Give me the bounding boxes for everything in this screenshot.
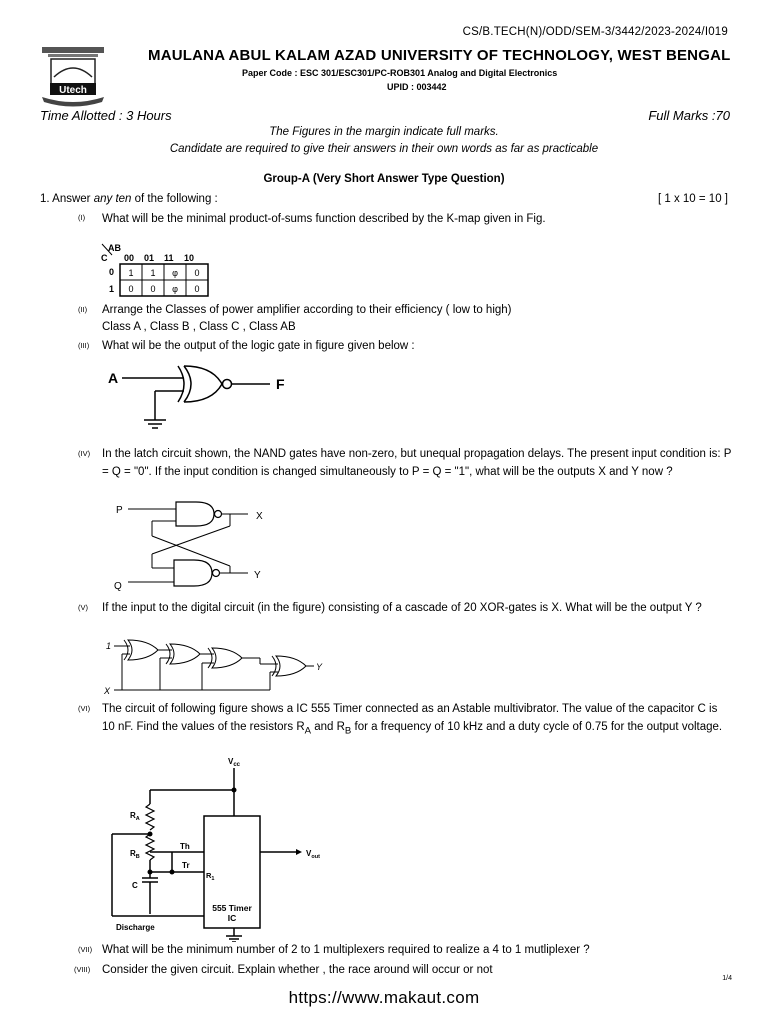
r1-label: $R_1$: [206, 871, 215, 882]
latch-x-label: X: [256, 511, 263, 522]
paper-reference-code: CS/B.TECH(N)/ODD/SEM-3/3442/2023-2024/I019: [462, 26, 728, 38]
page-number: 1/4: [722, 975, 732, 982]
upid: UPID : 003442: [387, 82, 447, 92]
item-number: (II): [78, 305, 88, 314]
university-logo: [40, 45, 106, 107]
item-text: What will be the minimum number of 2 to 1 multiplexers required to realize a 4 to 1 mutliplexer ?: [102, 944, 590, 956]
nand-latch-figure: [110, 498, 280, 594]
item-number: (VIII): [74, 965, 91, 974]
kmap-cell: 1: [150, 268, 156, 278]
item-text-part: and R: [311, 721, 345, 733]
kmap-cell: 1: [128, 268, 134, 278]
th-label: Th: [180, 842, 190, 851]
question-prefix: 1. Answer: [40, 193, 94, 205]
subscript-a: A: [304, 725, 312, 737]
item-text: What will be the minimal product-of-sums function described by the K-map given in Fig.: [102, 213, 546, 225]
question-1-marks: [ 1 x 10 = 10 ]: [657, 193, 728, 205]
rb-label: $R_B$: [130, 849, 140, 860]
instruction-line-1: The Figures in the margin indicate full marks.: [269, 126, 499, 138]
vout-label: $V_{out}$: [306, 849, 320, 860]
item-text: [102, 700, 732, 740]
kmap-col-header: 01: [144, 253, 155, 263]
group-a-title: Group-A (Very Short Answer Type Question): [263, 173, 505, 185]
item-number: (III): [78, 341, 90, 350]
tr-label: Tr: [182, 861, 190, 870]
latch-y-label: Y: [254, 570, 261, 581]
kmap-figure: [100, 242, 220, 298]
full-marks: Full Marks :70: [648, 108, 730, 123]
instruction-line-2: Candidate are required to give their answers in their own words as far as practicable: [169, 143, 599, 155]
question-emphasis: any ten: [93, 193, 132, 205]
kmap-cell: φ: [172, 268, 178, 278]
kmap-cell: 0: [194, 268, 200, 278]
kmap-cell: φ: [172, 284, 178, 294]
kmap-col-header: 00: [124, 253, 135, 263]
kmap-row-header: 0: [109, 267, 115, 277]
university-name: MAULANA ABUL KALAM AZAD UNIVERSITY OF TECHNOLOGY, WEST BENGAL: [148, 47, 731, 64]
xor-output-label: Y: [316, 662, 323, 672]
kmap-cell: 0: [128, 284, 134, 294]
discharge-label: Discharge: [116, 923, 155, 932]
item-number: (I): [78, 213, 86, 222]
time-allotted: Time Allotted : 3 Hours: [40, 108, 172, 123]
latch-p-label: P: [116, 505, 123, 516]
vcc-label: $V_{cc}$: [228, 757, 241, 768]
ic-label-line-1: 555 Timer: [212, 903, 252, 913]
kmap-cell: 0: [194, 284, 200, 294]
item-text: Consider the given circuit. Explain whether , the race around will occur or not: [102, 964, 493, 976]
question-1-heading: [40, 193, 218, 205]
question-suffix: of the following :: [131, 193, 218, 205]
xor-input-x-label: X: [104, 686, 111, 696]
item-text: Arrange the Classes of power amplifier according to their efficiency ( low to high): [102, 304, 512, 316]
paper-code: Paper Code : ESC 301/ESC301/PC-ROB301 Analog and Digital Electronics: [242, 68, 558, 78]
c-label: C: [132, 881, 138, 890]
item-number: (VI): [78, 704, 91, 713]
kmap-corner-left: C: [101, 253, 108, 263]
kmap-col-header: 10: [184, 253, 195, 263]
item-text-line-2: Class A , Class B , Class C , Class AB: [102, 321, 296, 333]
item-number: (IV): [78, 449, 91, 458]
item-text-part: for a frequency of 10 kHz and a duty cycle of 0.75 for the output voltage.: [351, 721, 723, 733]
latch-q-label: Q: [114, 581, 122, 592]
item-text: If the input to the digital circuit (in the figure) consisting of a cascade of 20 XOR-gates is X. What will be the output Y ?: [102, 602, 702, 614]
item-text-part: The circuit of following figure shows a IC 555 Timer connected as an Astable multivibrator. The value of the capacitor C is 10 nF. Find the values of the resistors R: [102, 703, 718, 733]
item-text: In the latch circuit shown, the NAND gates have non-zero, but unequal propagation delays. The present input condition is: P = Q = "0". If the input condition is changed simultaneously to P = Q = "1", what will be the outputs X and Y now ?: [102, 448, 732, 478]
xor-input-1-label: 1: [106, 641, 112, 651]
nor-gate-figure: [100, 358, 300, 436]
kmap-cell: 0: [150, 284, 156, 294]
gate-output-label: F: [276, 376, 285, 392]
gate-input-label: A: [108, 370, 119, 386]
item-number: (VII): [78, 945, 93, 954]
timer-555-figure: [100, 754, 340, 942]
kmap-col-header: 11: [164, 253, 174, 263]
subscript-b: B: [344, 725, 352, 737]
footer-url: https://www.makaut.com: [288, 988, 480, 1007]
item-number: (V): [78, 603, 88, 612]
ic-label-line-2: IC: [227, 913, 237, 923]
xor-cascade-figure: [100, 636, 330, 698]
kmap-row-header: 1: [109, 284, 115, 294]
item-text: What wil be the output of the logic gate in figure given below :: [102, 340, 415, 352]
ra-label: $R_A$: [130, 811, 140, 822]
logo-text: Utech: [59, 85, 87, 96]
kmap-corner-top: AB: [108, 243, 121, 253]
